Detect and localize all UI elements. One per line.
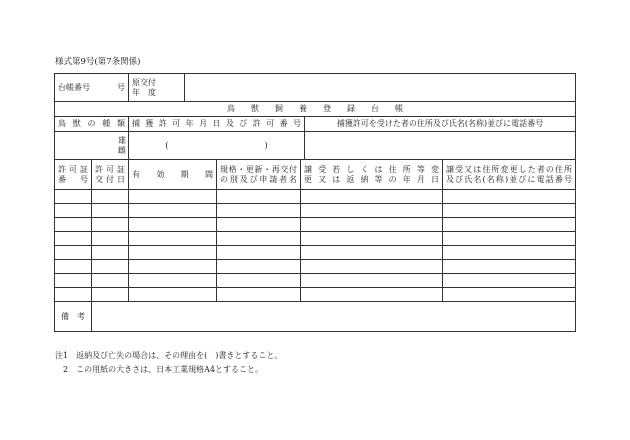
entry-cell[interactable] <box>443 204 576 218</box>
entry-cell[interactable] <box>92 204 129 218</box>
register-title: 鳥 獣 飼 養 登 録 台 帳 <box>55 102 576 117</box>
gensho-label-cell <box>129 74 185 102</box>
entry-cell[interactable] <box>217 246 301 260</box>
entry-cell[interactable] <box>55 260 92 274</box>
daicho-bango-label: 台帳番号 <box>58 82 90 92</box>
col-yuukou-kikan: 有 効 期 間 <box>129 160 217 190</box>
entry-cell[interactable] <box>55 190 92 204</box>
entry-cell[interactable] <box>301 288 443 302</box>
entry-cell[interactable] <box>92 218 129 232</box>
entry-cell[interactable] <box>217 190 301 204</box>
hokaku-sha-field[interactable] <box>305 132 576 160</box>
col-kikaku-betsu: 規格・更新・再交付 の別及び申請者名 <box>217 160 301 190</box>
entry-cell[interactable] <box>301 274 443 288</box>
entry-cell[interactable] <box>217 260 301 274</box>
go-label: 号 <box>117 82 125 92</box>
entry-cell[interactable] <box>443 232 576 246</box>
entry-cell[interactable] <box>55 218 92 232</box>
entry-cell[interactable] <box>129 232 217 246</box>
entry-cell[interactable] <box>443 246 576 260</box>
entry-cell[interactable] <box>443 260 576 274</box>
entry-cell[interactable] <box>443 190 576 204</box>
biko-field[interactable] <box>92 302 576 332</box>
sex-label-cell <box>55 132 129 160</box>
entry-cell[interactable] <box>217 232 301 246</box>
biko-label: 備 考 <box>55 302 92 332</box>
note-1: 注1 返納及び亡失の場合は、その理由を( )書きとすること。 <box>55 351 283 360</box>
table-row <box>55 232 576 246</box>
entry-cell[interactable] <box>301 218 443 232</box>
entry-cell[interactable] <box>55 274 92 288</box>
entry-cell[interactable] <box>92 190 129 204</box>
entry-cell[interactable] <box>129 190 217 204</box>
female-label: 雌 <box>118 145 126 155</box>
col-kyoka-shou-bango: 許可証 番 号 <box>55 160 92 190</box>
entry-cell[interactable] <box>92 246 129 260</box>
entry-cell[interactable] <box>129 288 217 302</box>
entry-cell[interactable] <box>301 204 443 218</box>
entry-cell[interactable] <box>92 288 129 302</box>
entry-cell[interactable] <box>92 232 129 246</box>
entry-cell[interactable] <box>217 204 301 218</box>
entry-cell[interactable] <box>301 232 443 246</box>
entry-cell[interactable] <box>301 260 443 274</box>
entry-cell[interactable] <box>217 288 301 302</box>
entry-cell[interactable] <box>443 274 576 288</box>
col-jouto-sha: 譲受又は住所変更した者の住所 及び氏名(名称)並びに電話番号 <box>443 160 576 190</box>
gensho-label-line1: 原交付 <box>132 77 156 87</box>
entry-cell[interactable] <box>301 190 443 204</box>
table-row <box>55 204 576 218</box>
entry-cell[interactable] <box>129 274 217 288</box>
entry-cell[interactable] <box>129 246 217 260</box>
entry-cell[interactable] <box>443 218 576 232</box>
col-jouto-nengappi: 譲受若しくは住所等変 更又は返納等の年月日 <box>301 160 443 190</box>
table-row <box>55 246 576 260</box>
entry-cell[interactable] <box>92 274 129 288</box>
table-row <box>55 190 576 204</box>
registry-table <box>54 73 576 332</box>
entry-cell[interactable] <box>129 260 217 274</box>
gensho-label-line2: 年 度 <box>132 87 156 97</box>
hokaku-kyoka-label: 捕獲許可年月日及び許可番号 <box>129 117 305 132</box>
hokaku-sha-label: 捕獲許可を受けた者の住所及び氏名(名称)並びに電話番号 <box>305 117 576 132</box>
entry-cell[interactable] <box>217 218 301 232</box>
header-row-daicho <box>55 74 576 102</box>
entry-cell[interactable] <box>443 288 576 302</box>
entry-cell[interactable] <box>217 274 301 288</box>
entry-cell[interactable] <box>55 232 92 246</box>
chojuu-shurui-label: 鳥獣の種類 <box>55 117 129 132</box>
hokaku-kyoka-field[interactable] <box>129 132 305 160</box>
table-row <box>55 288 576 302</box>
entry-cell[interactable] <box>55 288 92 302</box>
gensho-value-field[interactable] <box>185 74 576 102</box>
entry-cell[interactable] <box>301 246 443 260</box>
paren-text: ( ) <box>165 140 268 150</box>
male-label: 雄 <box>118 135 126 145</box>
table-row <box>55 218 576 232</box>
notes <box>55 349 282 377</box>
table-row <box>55 260 576 274</box>
entry-cell[interactable] <box>129 204 217 218</box>
column-header-row <box>55 160 576 190</box>
entry-cell[interactable] <box>92 260 129 274</box>
entry-cell[interactable] <box>55 204 92 218</box>
col-kyoka-shou-koufubi: 許可証 交付日 <box>92 160 129 190</box>
form-number-title: 様式第9号(第7条関係) <box>55 57 141 67</box>
entry-cell[interactable] <box>129 218 217 232</box>
daicho-bango-cell <box>55 74 129 102</box>
table-row <box>55 274 576 288</box>
note-2: 2 この用紙の大きさは、日本工業規格A4とすること。 <box>55 365 263 374</box>
entry-cell[interactable] <box>55 246 92 260</box>
